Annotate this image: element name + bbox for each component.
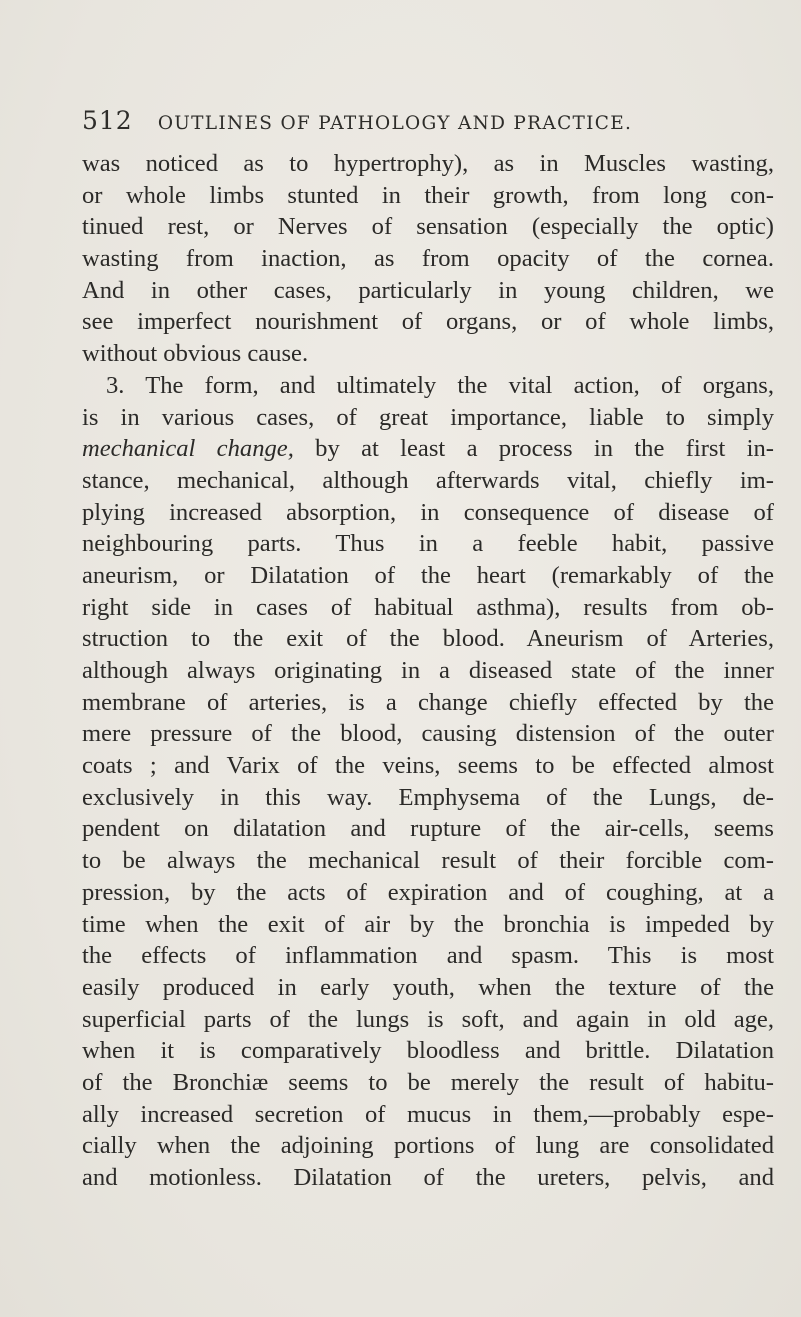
text-line <box>82 687 774 719</box>
text-segment: stance, mechanical, although afterwards vital, chiefly im- <box>82 466 774 494</box>
text-segment: exclusively in this way. Emphysema of the Lungs, de- <box>82 783 774 811</box>
text-segment: plying increased absorption, in consequence of disease of <box>82 498 774 526</box>
text-line <box>82 1130 774 1162</box>
text-line <box>82 655 774 687</box>
text-line <box>82 909 774 941</box>
text-segment: right side in cases of habitual asthma), results from ob- <box>82 593 774 621</box>
text-segment: 3. The form, and ultimately the vital action, of organs, <box>106 371 774 399</box>
text-segment: mere pressure of the blood, causing distension of the outer <box>82 720 774 748</box>
body-text <box>82 148 774 1194</box>
text-line <box>82 592 774 624</box>
text-line <box>82 623 774 655</box>
text-segment: by at least a process in the first in- <box>293 435 774 463</box>
text-line <box>82 243 774 275</box>
text-line <box>82 528 774 560</box>
text-line <box>82 1099 774 1131</box>
text-line <box>82 370 774 402</box>
italic-phrase: mechanical change, <box>82 435 294 463</box>
text-segment: coats ; and Varix of the veins, seems to be effected almost <box>82 752 774 780</box>
text-line <box>82 148 774 180</box>
text-segment: easily produced in early youth, when the texture of the <box>82 973 774 1001</box>
text-line <box>82 497 774 529</box>
text-line <box>82 813 774 845</box>
text-segment: tinued rest, or Nerves of sensation (especially the optic) <box>82 213 774 241</box>
text-segment: to be always the mechanical result of their forcible com- <box>82 847 774 875</box>
text-line <box>82 402 774 434</box>
text-segment: see imperfect nourishment of organs, or of whole limbs, <box>82 308 774 336</box>
text-segment: is in various cases, of great importance, liable to simply <box>82 403 774 431</box>
text-line <box>82 845 774 877</box>
text-line <box>82 782 774 814</box>
text-segment: the effects of inflammation and spasm. This is most <box>82 942 774 970</box>
text-line <box>82 750 774 782</box>
text-line <box>82 1162 774 1194</box>
text-line <box>82 433 774 465</box>
text-segment: cially when the adjoining portions of lung are consolidated <box>82 1132 774 1160</box>
text-line <box>82 972 774 1004</box>
text-line <box>82 1004 774 1036</box>
text-segment: And in other cases, particularly in young children, we <box>82 276 774 304</box>
running-header <box>82 106 762 135</box>
page-number: 512 <box>82 106 133 135</box>
text-line <box>82 465 774 497</box>
text-segment: without obvious cause. <box>82 340 309 368</box>
text-segment: of the Bronchiæ seems to be merely the result of habitu- <box>82 1068 774 1096</box>
text-line <box>82 275 774 307</box>
text-line <box>82 1035 774 1067</box>
text-segment: although always originating in a diseased state of the inner <box>82 657 774 684</box>
text-line <box>82 560 774 592</box>
text-segment: or whole limbs stunted in their growth, from long con- <box>82 181 774 209</box>
text-line <box>82 1067 774 1099</box>
text-segment: ally increased secretion of mucus in them,—probably espe- <box>82 1100 774 1128</box>
text-segment: wasting from inaction, as from opacity of the cornea. <box>82 245 774 273</box>
text-line <box>82 180 774 212</box>
text-segment: was noticed as to hypertrophy), as in Muscles wasting, <box>82 150 774 177</box>
text-segment: neighbouring parts. Thus in a feeble habit, passive <box>82 530 774 558</box>
text-segment: when it is comparatively bloodless and brittle. Dilatation <box>82 1037 774 1065</box>
text-line <box>82 211 774 243</box>
text-segment: superficial parts of the lungs is soft, and again in old age, <box>82 1005 774 1033</box>
running-title: OUTLINES OF PATHOLOGY AND PRACTICE. <box>157 113 633 134</box>
text-segment: pendent on dilatation and rupture of the air-cells, seems <box>82 815 774 843</box>
text-segment: membrane of arteries, is a change chiefly effected by the <box>82 688 774 716</box>
text-segment: time when the exit of air by the bronchia is impeded by <box>82 910 774 938</box>
text-line <box>82 718 774 750</box>
text-line <box>82 877 774 909</box>
text-segment: aneurism, or Dilatation of the heart (remarkably of the <box>82 561 774 589</box>
text-line <box>82 338 774 370</box>
text-segment: and motionless. Dilatation of the ureters, pelvis, and <box>82 1164 774 1191</box>
text-segment: struction to the exit of the blood. Aneurism of Arteries, <box>82 625 774 653</box>
text-segment: pression, by the acts of expiration and of coughing, at a <box>82 878 774 906</box>
text-line <box>82 306 774 338</box>
text-line <box>82 940 774 972</box>
